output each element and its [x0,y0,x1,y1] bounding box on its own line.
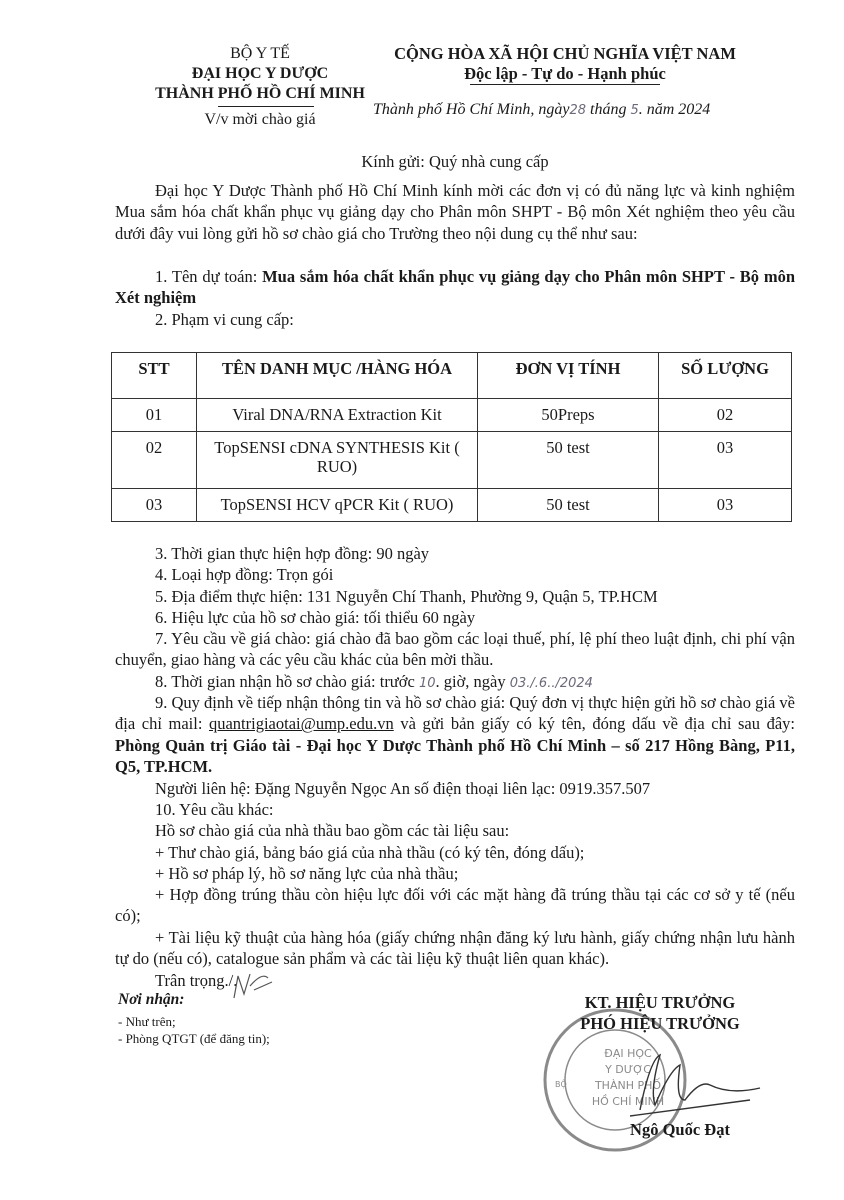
cell-quantity: 02 [659,399,792,432]
cell-quantity: 03 [659,432,792,489]
signer-title-line2: PHÓ HIỆU TRƯỞNG [580,1014,740,1033]
item-2: 2. Phạm vi cung cấp: [155,310,294,329]
col-header-item-name: TÊN DANH MỤC /HÀNG HÓA [197,353,478,399]
national-motto: Độc lập - Tự do - Hạnh phúc [464,64,666,83]
item-7: 7. Yêu cầu về giá chào: giá chào đã bao gồm các loại thuế, phí, lệ phí theo luật định, chi phí vận chuyển, giao hàng và các yêu cầu khác của bên mời thầu. [115,629,795,670]
signer-name: Ngô Quốc Đạt [630,1120,730,1139]
item-4: 4. Loại hợp đồng: Trọn gói [155,565,334,584]
date-day-handwritten: 28 [569,103,586,118]
cell-unit: 50Preps [478,399,659,432]
item-9 [115,692,795,777]
deadline-hour-handwritten: 10 [418,676,436,691]
handwritten-signature [620,1050,770,1120]
cell-item-name: Viral DNA/RNA Extraction Kit [197,399,478,432]
item-3: 3. Thời gian thực hiện hợp đồng: 90 ngày [155,544,430,563]
item-9-prefix: 9. Quy định về tiếp nhận thông tin và hồ sơ chào giá: Quý đơn vị thực hiện gửi hồ sơ chào giá về địa chỉ mail: [115,693,795,734]
item-8 [155,671,795,694]
issuer-block [150,44,370,130]
signature-block [540,992,780,1034]
item-8-prefix: 8. Thời gian nhận hồ sơ chào giá: trước [155,672,419,691]
closing-remark: Trân trọng./. [155,971,238,990]
col-header-stt: STT [112,353,197,399]
required-doc: + Tài liệu kỹ thuật của hàng hóa (giấy chứng nhận đăng ký lưu hành, giấy chứng nhận lưu hành tự do (nếu có), catalogue sản phẩm và các tài liệu kỹ thuật liên quan khác). [115,928,795,969]
stamp-text-line: Y DƯỢC [605,1063,651,1076]
item-10-intro: Hồ sơ chào giá của nhà thầu bao gồm các tài liệu sau: [155,821,510,840]
date-month-label: tháng [590,101,627,118]
submission-address: Phòng Quản trị Giáo tài - Đại học Y Dược Thành phố Hồ Chí Minh – số 217 Hồng Bàng, P11, Q5, TP.HCM. [115,735,795,776]
item-10: 10. Yêu cầu khác: [155,800,274,819]
required-doc: + Hồ sơ pháp lý, hồ sơ năng lực của nhà thầu; [155,864,459,883]
initials-scribble [228,968,278,1008]
cell-item-name: TopSENSI HCV qPCR Kit ( RUO) [197,489,478,522]
cell-stt: 02 [112,432,197,489]
email-link[interactable]: quantrigiaotai@ump.edu.vn [208,714,394,734]
contact-person: Người liên hệ: Đặng Nguyễn Ngọc An số điện thoại liên lạc: 0919.357.507 [155,779,651,798]
table-header-row [112,353,792,399]
table-row [112,489,792,522]
intro-paragraph: Đại học Y Dược Thành phố Hồ Chí Minh kính mời các đơn vị có đủ năng lực và kinh nghiệm Mua sắm hóa chất khẩn phục vụ giảng dạy cho Phân môn SHPT - Bộ môn Xét nghiệm theo yêu cầu dưới đây vui lòng gửi hồ sơ chào giá cho Trường theo nội dung cụ thể như sau: [115,181,795,243]
recipients-title: Nơi nhận: [118,991,185,1008]
item-8-mid: . giờ, ngày [435,672,510,691]
date-month-handwritten: 5 [630,103,639,118]
item-1-label: 1. Tên dự toán: [155,267,263,286]
stamp-side-text: BỘ [555,1080,567,1089]
signer-title-line1: KT. HIỆU TRƯỞNG [584,993,736,1012]
recipient-item: - Như trên; [118,1014,176,1029]
item-6: 6. Hiệu lực của hồ sơ chào giá: tối thiểu 60 ngày [155,608,476,627]
date-prefix: Thành phố Hồ Chí Minh, ngày [373,101,570,118]
header-divider-left [218,106,314,107]
required-doc: + Hợp đồng trúng thầu còn hiệu lực đối với các mặt hàng đã trúng thầu tại các cơ sở y tế (nếu có); [115,885,795,926]
supply-table [111,352,792,522]
table-row [112,432,792,489]
greeting: Kính gửi: Quý nhà cung cấp [361,152,549,171]
stamp-text-line: THÀNH PHỐ [594,1079,662,1092]
col-header-unit: ĐƠN VỊ TÍNH [478,353,659,399]
cell-quantity: 03 [659,489,792,522]
stamp-text-line: ĐẠI HỌC [604,1047,652,1060]
table-row [112,399,792,432]
cell-item-name: TopSENSI cDNA SYNTHESIS Kit ( RUO) [197,432,478,489]
university-name-line1: ĐẠI HỌC Y DƯỢC [191,65,329,82]
country-name: CỘNG HÒA XÃ HỘI CHỦ NGHĨA VIỆT NAM [394,44,736,63]
university-name-line2: THÀNH PHỐ HỒ CHÍ MINH [155,85,365,102]
cell-stt: 03 [112,489,197,522]
item-5: 5. Địa điểm thực hiện: 131 Nguyễn Chí Thanh, Phường 9, Quận 5, TP.HCM [155,587,658,606]
date-line [373,101,783,119]
subject-line: V/v mời chào giá [204,111,316,128]
recipient-item: - Phòng QTGT (để đăng tin); [118,1031,270,1046]
cell-unit: 50 test [478,489,659,522]
cell-stt: 01 [112,399,197,432]
date-year: . năm 2024 [638,101,711,118]
item-1 [115,266,795,309]
national-header [360,44,770,84]
item-1-value: Mua sắm hóa chất khẩn phục vụ giảng dạy cho Phân môn SHPT - Bộ môn Xét nghiệm [115,267,795,308]
cell-unit: 50 test [478,432,659,489]
deadline-date-handwritten: 03./.6../2024 [509,676,593,691]
header-divider-right [470,84,660,85]
item-9-mid: và gửi bản giấy có ký tên, đóng dấu về địa chỉ sau đây: [393,714,795,734]
required-doc: + Thư chào giá, bảng báo giá của nhà thầu (có ký tên, đóng dấu); [155,843,585,862]
col-header-quantity: SỐ LƯỢNG [659,353,792,399]
ministry-name: BỘ Y TẾ [230,45,290,62]
stamp-text-line: HỒ CHÍ MINH [591,1095,665,1108]
